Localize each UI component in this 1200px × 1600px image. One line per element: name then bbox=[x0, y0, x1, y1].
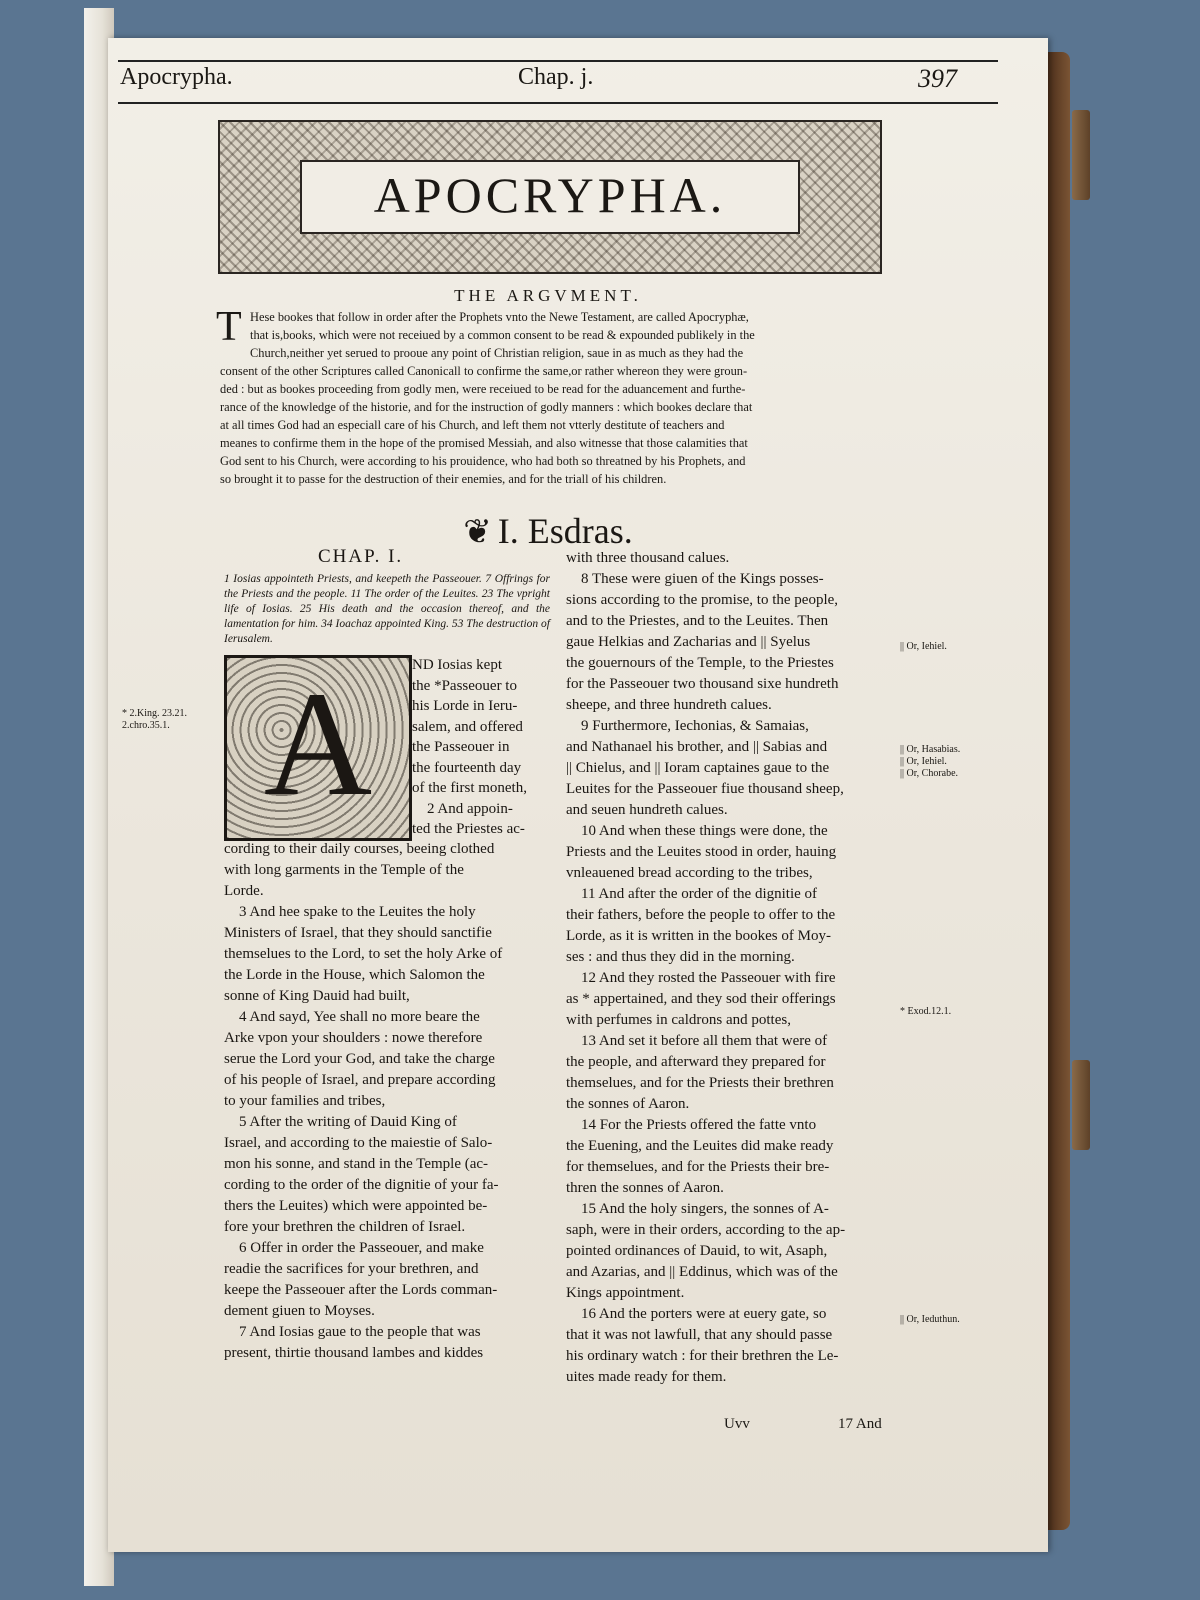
argument-line: so brought it to passe for the destruction of their enemies, and for the triall of his children. bbox=[220, 472, 667, 486]
verse-line: Priests and the Leuites stood in order, hauing bbox=[566, 844, 837, 860]
verse-line: and Nathanael his brother, and || Sabias and bbox=[566, 739, 828, 755]
left-column bbox=[224, 546, 550, 1364]
verse-line: 10 And when these things were done, the bbox=[566, 823, 828, 839]
verse-line: Kings appointment. bbox=[566, 1285, 685, 1301]
argument-dropcap: T bbox=[216, 304, 242, 350]
right-column bbox=[566, 548, 896, 1388]
verse-line: mon his sonne, and stand in the Temple (ac- bbox=[224, 1156, 489, 1172]
verse-line: 4 And sayd, Yee shall no more beare the bbox=[224, 1009, 480, 1025]
verse-line: with long garments in the Temple of the bbox=[224, 862, 464, 878]
verse-line: sheepe, and three hundreth calues. bbox=[566, 697, 772, 713]
verse-line: present, thirtie thousand lambes and kiddes bbox=[224, 1345, 484, 1361]
decorated-initial bbox=[224, 655, 412, 841]
margin-note-line: * 2.King. 23.21. bbox=[122, 708, 187, 719]
verse-line: thren the sonnes of Aaron. bbox=[566, 1180, 724, 1196]
verse-line: pointed ordinances of Dauid, to wit, Asaph, bbox=[566, 1243, 828, 1259]
argument-heading: THE ARGVMENT. bbox=[454, 286, 642, 305]
argument-text bbox=[216, 304, 892, 488]
dropcap-block bbox=[224, 655, 550, 839]
verse-line: Ministers of Israel, that they should sanctifie bbox=[224, 925, 492, 941]
verse-line: || Chielus, and || Ioram captaines gaue to the bbox=[566, 760, 830, 776]
margin-note-ieduthun bbox=[900, 1314, 960, 1326]
margin-note-variant bbox=[900, 641, 947, 653]
margin-note-line: || Or, Chorabe. bbox=[900, 768, 959, 779]
page-number: 397 bbox=[918, 64, 957, 93]
verse-line: the Euening, and the Leuites did make ready bbox=[566, 1138, 834, 1154]
verse-line: Israel, and according to the maiestie of Salo- bbox=[224, 1135, 493, 1151]
verse-line: dement giuen to Moyses. bbox=[224, 1303, 375, 1319]
verse-line: ses : and thus they did in the morning. bbox=[566, 949, 795, 965]
catchword: 17 And bbox=[838, 1416, 882, 1432]
verse-line: as * appertained, and they sod their offerings bbox=[566, 991, 836, 1007]
argument-line: ded : but as bookes proceeding from godly men, were receiued to be read for the aduancement and furthe- bbox=[220, 382, 746, 396]
margin-note-line: * Exod.12.1. bbox=[900, 1006, 952, 1017]
margin-note-line: 2.chro.35.1. bbox=[122, 720, 170, 731]
argument-line: Hese bookes that follow in order after the Prophets vnto the Newe Testament, are called Apocryphæ, bbox=[250, 310, 749, 324]
verse-line: 6 Offer in order the Passeouer, and make bbox=[224, 1240, 484, 1256]
verse-line: the Passeouer in bbox=[412, 739, 510, 755]
verse-line: with three thousand calues. bbox=[566, 550, 730, 566]
argument-line: Church,neither yet serued to prooue any point of Christian religion, saue in as much as they had the bbox=[250, 346, 744, 360]
verse-line: thers the Leuites) which were appointed be- bbox=[224, 1198, 488, 1214]
verse-line: ND Iosias kept bbox=[412, 657, 502, 673]
verse-line: the fourteenth day bbox=[412, 759, 522, 776]
verse-line: his Lorde in Ieru- bbox=[412, 698, 518, 714]
verse-line: readie the sacrifices for your brethren, and bbox=[224, 1261, 479, 1277]
verse-line: 5 After the writing of Dauid King of bbox=[224, 1114, 457, 1130]
book-page bbox=[108, 38, 1048, 1552]
book-title-text: I. Esdras. bbox=[497, 511, 633, 551]
verse-line: 14 For the Priests offered the fatte vnto bbox=[566, 1117, 817, 1133]
running-head-chapter: Chap. j. bbox=[518, 64, 594, 90]
verse-line: 12 And they rosted the Passeouer with fire bbox=[566, 970, 836, 986]
margin-note-variants bbox=[900, 744, 960, 780]
verse-line: 15 And the holy singers, the sonnes of A- bbox=[566, 1201, 829, 1217]
clasp-upper bbox=[1072, 110, 1090, 200]
right-column-verses bbox=[566, 548, 896, 1388]
verse-line: the sonnes of Aaron. bbox=[566, 1096, 690, 1112]
margin-note-line: || Or, Ieduthun. bbox=[900, 1314, 960, 1325]
left-column-verses bbox=[224, 839, 550, 1364]
title-cartouche bbox=[300, 160, 800, 234]
verse-line: to your families and tribes, bbox=[224, 1093, 386, 1109]
verse-line: 9 Furthermore, Iechonias, & Samaias, bbox=[566, 718, 809, 734]
verse-line: and Azarias, and || Eddinus, which was of the bbox=[566, 1264, 838, 1280]
margin-note-exodus bbox=[900, 1006, 951, 1018]
verse-line: salem, and offered bbox=[412, 718, 523, 735]
verse-line: cording to their daily courses, beeing clothed bbox=[224, 841, 495, 857]
verse-line: gaue Helkias and Zacharias and || Syelus bbox=[566, 634, 811, 650]
verse-line: for the Passeouer two thousand sixe hundreth bbox=[566, 676, 839, 692]
verse-line: Arke vpon your shoulders : nowe therefore bbox=[224, 1030, 483, 1046]
verse-line: fore your brethren the children of Israel. bbox=[224, 1219, 466, 1235]
verse-line: sions according to the promise, to the people, bbox=[566, 592, 839, 608]
verse-line: ted the Priestes ac- bbox=[412, 821, 525, 837]
margin-note-line: || Or, Iehiel. bbox=[900, 756, 947, 767]
argument-line: that is,books, which were not receiued by a common consent to be read & expounded publikely in the bbox=[250, 328, 755, 342]
text-beside-initial bbox=[412, 655, 550, 840]
running-head-book: Apocrypha. bbox=[120, 64, 233, 90]
argument-line: at all times God had an especiall care of his Church, and left them not vtterly destitute of teachers and bbox=[220, 418, 725, 432]
decorated-initial-letter: A bbox=[263, 661, 373, 827]
verse-line: 2 And appoin- bbox=[412, 800, 513, 817]
verse-line: the Lorde in the House, which Salomon the bbox=[224, 967, 485, 983]
verse-line: the people, and afterward they prepared for bbox=[566, 1054, 826, 1070]
verse-line: for themselues, and for the Priests their bre- bbox=[566, 1159, 830, 1175]
running-head bbox=[118, 60, 998, 104]
verse-line: their fathers, before the people to offer to the bbox=[566, 907, 836, 923]
verse-line: 16 And the porters were at euery gate, so bbox=[566, 1306, 827, 1322]
verse-line: uites made ready for them. bbox=[566, 1369, 727, 1385]
verse-line: serue the Lord your God, and take the charge bbox=[224, 1051, 495, 1067]
verse-line: and seuen hundreth calues. bbox=[566, 802, 728, 818]
argument-line: rance of the knowledge of the historie, and for the instruction of godly manners : which bookes declare that bbox=[220, 400, 753, 414]
verse-line: 3 And hee spake to the Leuites the holy bbox=[224, 904, 476, 920]
signature-mark: Uvv bbox=[724, 1416, 750, 1432]
margin-note-line: || Or, Hasabias. bbox=[900, 744, 961, 755]
verse-line: 13 And set it before all them that were of bbox=[566, 1033, 828, 1049]
verse-line: that it was not lawfull, that any should passe bbox=[566, 1327, 833, 1343]
argument-line: God sent to his Church, were according to his prouidence, who had both so threatned by his Prophets, and bbox=[220, 454, 746, 468]
margin-note-cross-reference bbox=[122, 708, 187, 732]
verse-line: 7 And Iosias gaue to the people that was bbox=[224, 1324, 481, 1340]
argument-line: consent of the other Scriptures called Canonicall to confirme the same,or rather whereon they were groun- bbox=[220, 364, 748, 378]
verse-line: 11 And after the order of the dignitie of bbox=[566, 886, 818, 902]
verse-line: sonne of King Dauid had built, bbox=[224, 988, 410, 1004]
chapter-summary: 1 Iosias appointeth Priests, and keepeth the Passeouer. 7 Offrings for the Priests and the people. 11 The order of the Leuites. 23 The vpright life of Iosias. 25 His death and the occasion thereof, and the lamentation for him. 34 Ioachaz appointed King. 53 The destruction of Ierusalem. bbox=[224, 573, 550, 645]
fleuron-icon: ❦ bbox=[463, 514, 492, 551]
verse-line: Lorde. bbox=[224, 883, 264, 899]
verse-line: of his people of Israel, and prepare according bbox=[224, 1072, 496, 1088]
verse-line: with perfumes in caldrons and pottes, bbox=[566, 1012, 791, 1028]
verse-line: and to the Priestes, and to the Leuites. Then bbox=[566, 613, 829, 629]
margin-note-line: || Or, Iehiel. bbox=[900, 641, 947, 652]
argument-line: meanes to confirme them in the hope of the promised Messiah, and also witnesse that those calamities that bbox=[220, 436, 748, 450]
clasp-lower bbox=[1072, 1060, 1090, 1150]
verse-line: 8 These were giuen of the Kings posses- bbox=[566, 571, 824, 587]
verse-line: cording to the order of the dignitie of your fa- bbox=[224, 1177, 499, 1193]
verse-line: saph, were in their orders, according to the ap- bbox=[566, 1222, 846, 1238]
verse-line: vnleauened bread according to the tribes, bbox=[566, 865, 813, 881]
page-title: APOCRYPHA. bbox=[373, 167, 727, 223]
chapter-heading: CHAP. I. bbox=[318, 546, 404, 567]
verse-line: Lorde, as it is written in the bookes of Moy- bbox=[566, 928, 831, 944]
verse-line: themselues, and for the Priests their brethren bbox=[566, 1075, 834, 1091]
verse-line: his ordinary watch : for their brethren the Le- bbox=[566, 1348, 839, 1364]
verse-line: keepe the Passeouer after the Lords comman- bbox=[224, 1282, 498, 1298]
verse-line: the *Passeouer to bbox=[412, 677, 517, 694]
verse-line: of the first moneth, bbox=[412, 780, 527, 796]
verse-line: the gouernours of the Temple, to the Priestes bbox=[566, 655, 834, 671]
ornamental-title-frame bbox=[218, 120, 882, 274]
verse-line: Leuites for the Passeouer fiue thousand sheep, bbox=[566, 781, 844, 797]
verse-line: themselues to the Lord, to set the holy Arke of bbox=[224, 946, 503, 962]
